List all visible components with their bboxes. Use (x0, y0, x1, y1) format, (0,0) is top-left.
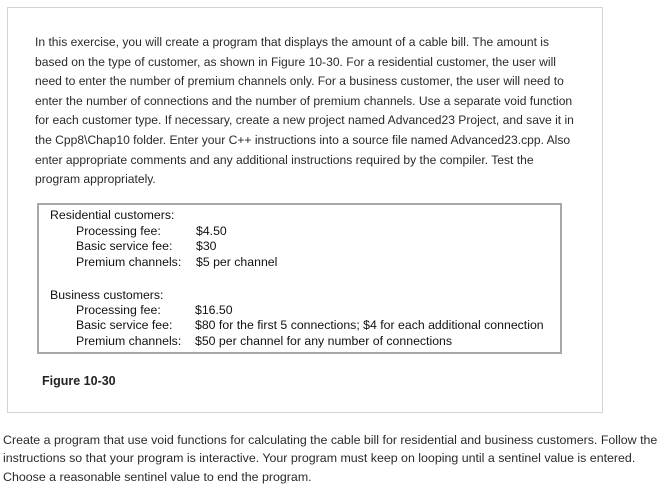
row-label: Basic service fee: (76, 239, 173, 253)
exercise-instructions: In this exercise, you will create a program that displays the amount of a cable bill. The amount is based on the type of customer, as shown in Figure 10-30. For a residential customer, the user will need to enter the number of premium channels only. For a business customer, the user will need to enter the number of connections and the number of premium channels. Use a separate void function for each customer type. If necessary, create a new project named Advanced23 Project, and save it in the Cpp8\Chap10 folder. Enter your C++ instructions into a source file named Advanced23.cpp. Also enter appropriate comments and any additional instructions required by the compiler. Test the program appropriately. (35, 35, 574, 187)
row-value: $5 per channel (196, 255, 278, 269)
exercise-panel (7, 7, 603, 413)
row-label: Premium channels: (76, 255, 182, 269)
residential-title: Residential customers: (50, 208, 175, 222)
row-label: Processing fee: (76, 303, 161, 317)
row-label: Premium channels: (76, 334, 182, 348)
figure-10-30-table (37, 203, 562, 354)
row-value: $80 for the first 5 connections; $4 for each additional connection (195, 318, 544, 332)
question-text: Create a program that use void functions for calculating the cable bill for residential and business customers. Follow the instructions so that your program is interactive. Your program must keep on looping until a sentinel value is entered. Choose a reasonable sentinel value to end the program. (3, 433, 658, 484)
row-value: $50 per channel for any number of connections (195, 334, 453, 348)
figure-caption: Figure 10-30 (42, 374, 116, 388)
row-value: $4.50 (196, 224, 227, 238)
business-title: Business customers: (50, 288, 164, 302)
row-value: $16.50 (195, 303, 233, 317)
row-label: Basic service fee: (76, 318, 173, 332)
row-value: $30 (196, 239, 217, 253)
row-label: Processing fee: (76, 224, 161, 238)
